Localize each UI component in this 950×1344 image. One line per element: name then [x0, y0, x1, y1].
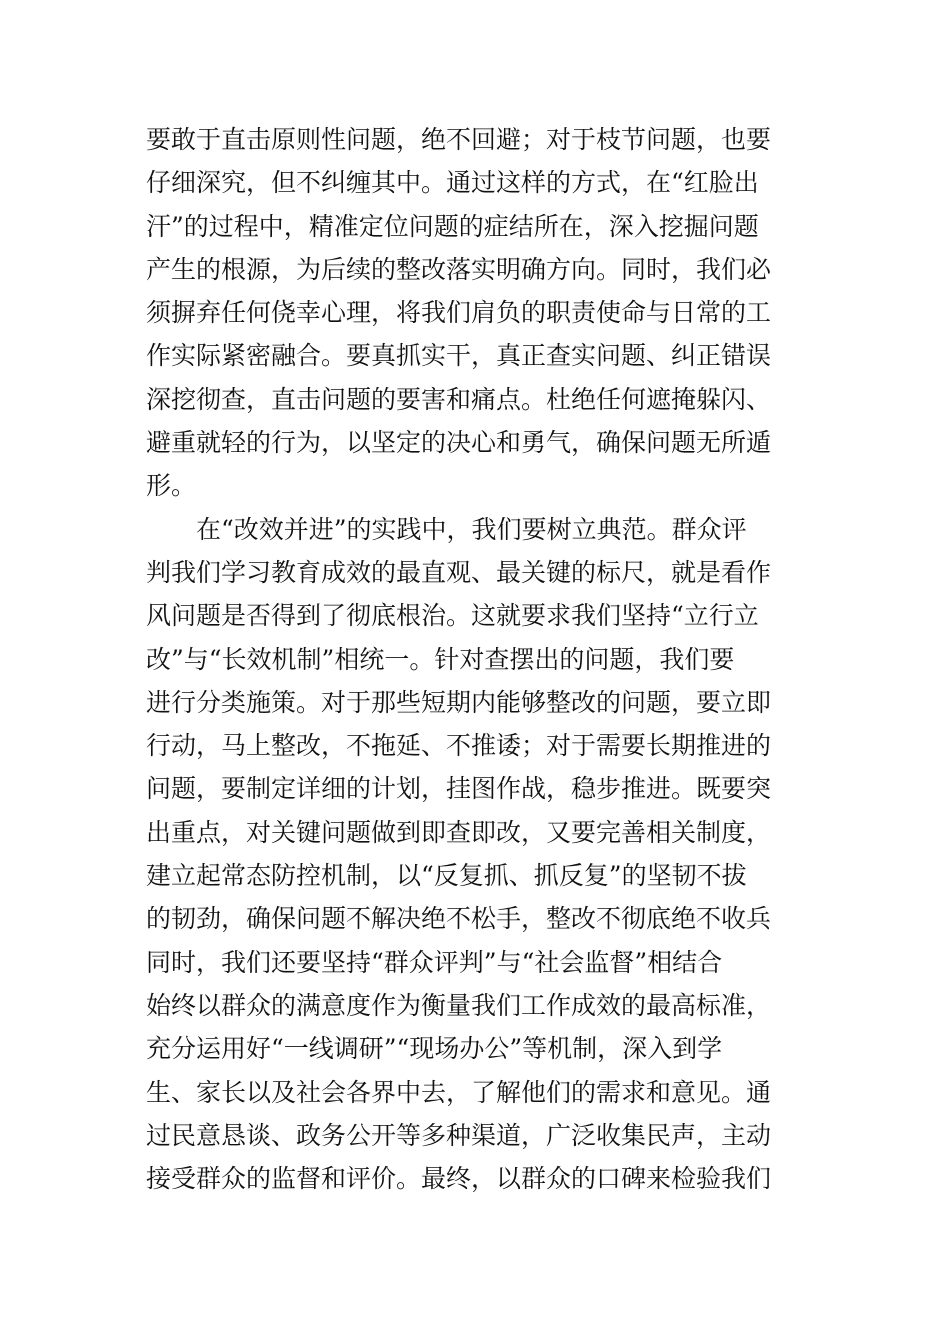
paragraph-line: 问题，要制定详细的计划，挂图作战，稳步推进。既要突	[146, 774, 772, 804]
paragraph-line: 在“改效并进”的实践中，我们要树立典范。群众评	[196, 514, 747, 544]
paragraph-line: 充分运用好“一线调研”“现场办公”等机制，深入到学	[146, 1034, 723, 1064]
paragraph-line: 深挖彻查，直击问题的要害和痛点。杜绝任何遮掩躲闪、	[146, 384, 772, 414]
paragraph-line: 判我们学习教育成效的最直观、最关键的标尺，就是看作	[146, 557, 772, 587]
paragraph-line: 避重就轻的行为，以坚定的决心和勇气，确保问题无所遁	[146, 428, 772, 458]
paragraph-line: 风问题是否得到了彻底根治。这就要求我们坚持“立行立	[146, 601, 759, 631]
paragraph-line: 仔细深究，但不纠缠其中。通过这样的方式，在“红脸出	[146, 168, 759, 198]
paragraph-line: 进行分类施策。对于那些短期内能够整改的问题，要立即	[146, 687, 772, 717]
paragraph-line: 始终以群众的满意度作为衡量我们工作成效的最高标准，	[146, 990, 772, 1020]
paragraph-line: 同时，我们还要坚持“群众评判”与“社会监督”相结合	[146, 947, 723, 977]
paragraph-line: 产生的根源，为后续的整改落实明确方向。同时，我们必	[146, 254, 772, 284]
paragraph-line: 建立起常态防控机制，以“反复抓、抓反复”的坚韧不拔	[146, 861, 747, 891]
paragraph-line: 改”与“长效机制”相统一。针对查摆出的问题，我们要	[146, 644, 735, 674]
paragraph-line: 接受群众的监督和评价。最终，以群众的口碑来检验我们	[146, 1164, 772, 1194]
paragraph-line: 行动，马上整改，不拖延、不推诿；对于需要长期推进的	[146, 731, 772, 761]
paragraph-line: 要敢于直击原则性问题，绝不回避；对于枝节问题，也要	[146, 125, 772, 154]
paragraph-line: 过民意恳谈、政务公开等多种渠道，广泛收集民声，主动	[146, 1120, 772, 1150]
paragraph-line: 出重点，对关键问题做到即查即改，又要完善相关制度，	[146, 817, 772, 847]
paragraph-line: 须摒弃任何侥幸心理，将我们肩负的职责使命与日常的工	[146, 298, 772, 328]
paragraph-line: 形。	[146, 471, 197, 501]
paragraph-line: 的韧劲，确保问题不解决绝不松手，整改不彻底绝不收兵	[146, 904, 772, 934]
paragraph-line: 作实际紧密融合。要真抓实干，真正查实问题、纠正错误	[146, 341, 772, 371]
paragraph-line: 汗”的过程中，精准定位问题的症结所在，深入挖掘问题	[146, 211, 759, 241]
body-text	[146, 118, 816, 1200]
paragraph-line: 生、家长以及社会各界中去，了解他们的需求和意见。通	[146, 1077, 772, 1107]
